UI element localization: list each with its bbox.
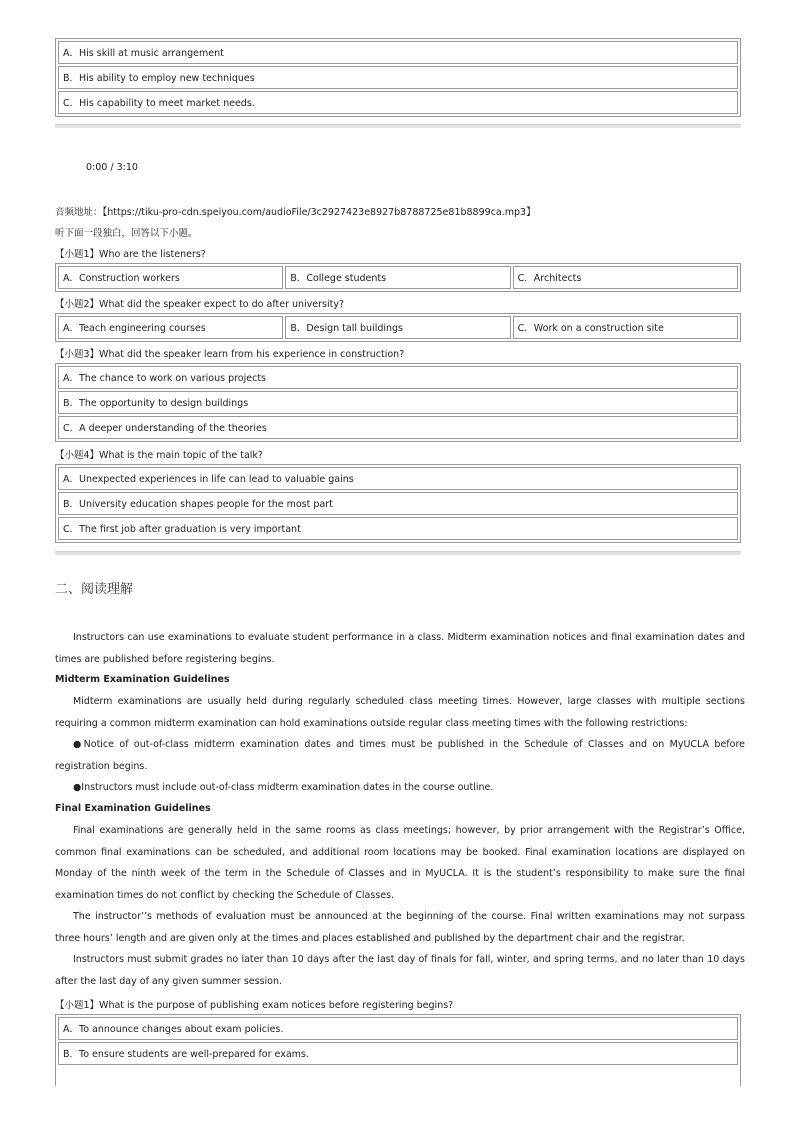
question-2-options xyxy=(55,313,741,342)
option-a[interactable]: A．Teach engineering courses xyxy=(58,316,283,339)
question-2: 【小题2】What did the speaker expect to do after university? xyxy=(55,299,345,310)
option-b[interactable]: B．College students xyxy=(285,266,510,289)
passage-bullet: ●Instructors must include out-of-class midterm examination dates in the course outline. xyxy=(73,782,494,793)
passage-bullet: ●Notice of out-of-class midterm examination dates and times must be published in the Schedule of Classes and on MyUCLA before registration begins. xyxy=(55,739,745,772)
prev-question-options xyxy=(55,38,741,117)
question-4-options xyxy=(55,464,741,543)
option-c[interactable]: C．Architects xyxy=(513,266,738,289)
question-1-options xyxy=(55,263,741,292)
question-4: 【小题4】What is the main topic of the talk? xyxy=(55,450,263,461)
option-a[interactable]: A．Unexpected experiences in life can lead to valuable gains xyxy=(58,467,738,490)
divider xyxy=(55,551,741,555)
option-b[interactable]: B．University education shapes people for the most part xyxy=(58,492,738,515)
option-b[interactable]: B．The opportunity to design buildings xyxy=(58,391,738,414)
audio-player-time[interactable]: 0:00 / 3:10 xyxy=(86,162,138,173)
reading-question-1-options xyxy=(55,1014,741,1086)
passage-heading: Midterm Examination Guidelines xyxy=(55,674,230,685)
passage-paragraph: Final examinations are generally held in the same rooms as class meetings; however, by prior arrangement with the Registrar’s Office, common final examinations can be scheduled, and additional room locations may be booked. Final examination locations are displayed on Monday of the ninth week of the term in the Schedule of Classes and in MyUCLA. It is the student’s responsibility to make sure the final examination times do not conflict by checking the Schedule of Classes. xyxy=(55,825,745,901)
option-a[interactable]: A．The chance to work on various projects xyxy=(58,366,738,389)
option-c[interactable]: C．The first job after graduation is very important xyxy=(58,517,738,540)
option-a[interactable]: A．His skill at music arrangement xyxy=(58,41,738,64)
listen-instruction: 听下面一段独白，回答以下小题。 xyxy=(55,228,198,239)
option-c[interactable]: C．Work on a construction site xyxy=(513,316,738,339)
passage-paragraph: The instructor’’s methods of evaluation must be announced at the beginning of the course. Final written examinations may not surpass three hours’ length and are given only at the times and places established and published by the department chair and the registrar. xyxy=(55,911,745,944)
audio-url: 音频地址：【https://tiku-pro-cdn.speiyou.com/audioFile/3c2927423e8927b8788725e81b8899ca.mp3】 xyxy=(55,207,536,218)
option-b[interactable]: B．His ability to employ new techniques xyxy=(58,66,738,89)
section-title: 二、阅读理解 xyxy=(55,582,134,597)
question-3: 【小题3】What did the speaker learn from his experience in construction? xyxy=(55,349,405,360)
passage-paragraph: Instructors can use examinations to evaluate student performance in a class. Midterm examination notices and final examination dates and times are published before registering begins. xyxy=(55,632,745,665)
passage-paragraph: Midterm examinations are usually held during regularly scheduled class meeting times. However, large classes with multiple sections requiring a common midterm examination can hold examinations outside regular class meeting times with the following restrictions: xyxy=(55,696,745,729)
option-c[interactable]: C．A deeper understanding of the theories xyxy=(58,416,738,439)
option-b[interactable]: B．Design tall buildings xyxy=(285,316,510,339)
option-c[interactable]: C．His capability to meet market needs. xyxy=(58,91,738,114)
option-b[interactable]: B．To ensure students are well-prepared for exams. xyxy=(58,1042,738,1065)
question-3-options xyxy=(55,363,741,442)
passage-heading: Final Examination Guidelines xyxy=(55,803,211,814)
passage-paragraph: Instructors must submit grades no later than 10 days after the last day of finals for fall, winter, and spring terms, and no later than 10 days after the last day of any given summer session. xyxy=(55,954,745,987)
reading-question-1: 【小题1】What is the purpose of publishing exam notices before registering begins? xyxy=(55,1000,454,1011)
option-a[interactable]: A．Construction workers xyxy=(58,266,283,289)
option-a[interactable]: A．To announce changes about exam policies. xyxy=(58,1017,738,1040)
question-1: 【小题1】Who are the listeners? xyxy=(55,249,206,260)
divider xyxy=(55,124,741,128)
